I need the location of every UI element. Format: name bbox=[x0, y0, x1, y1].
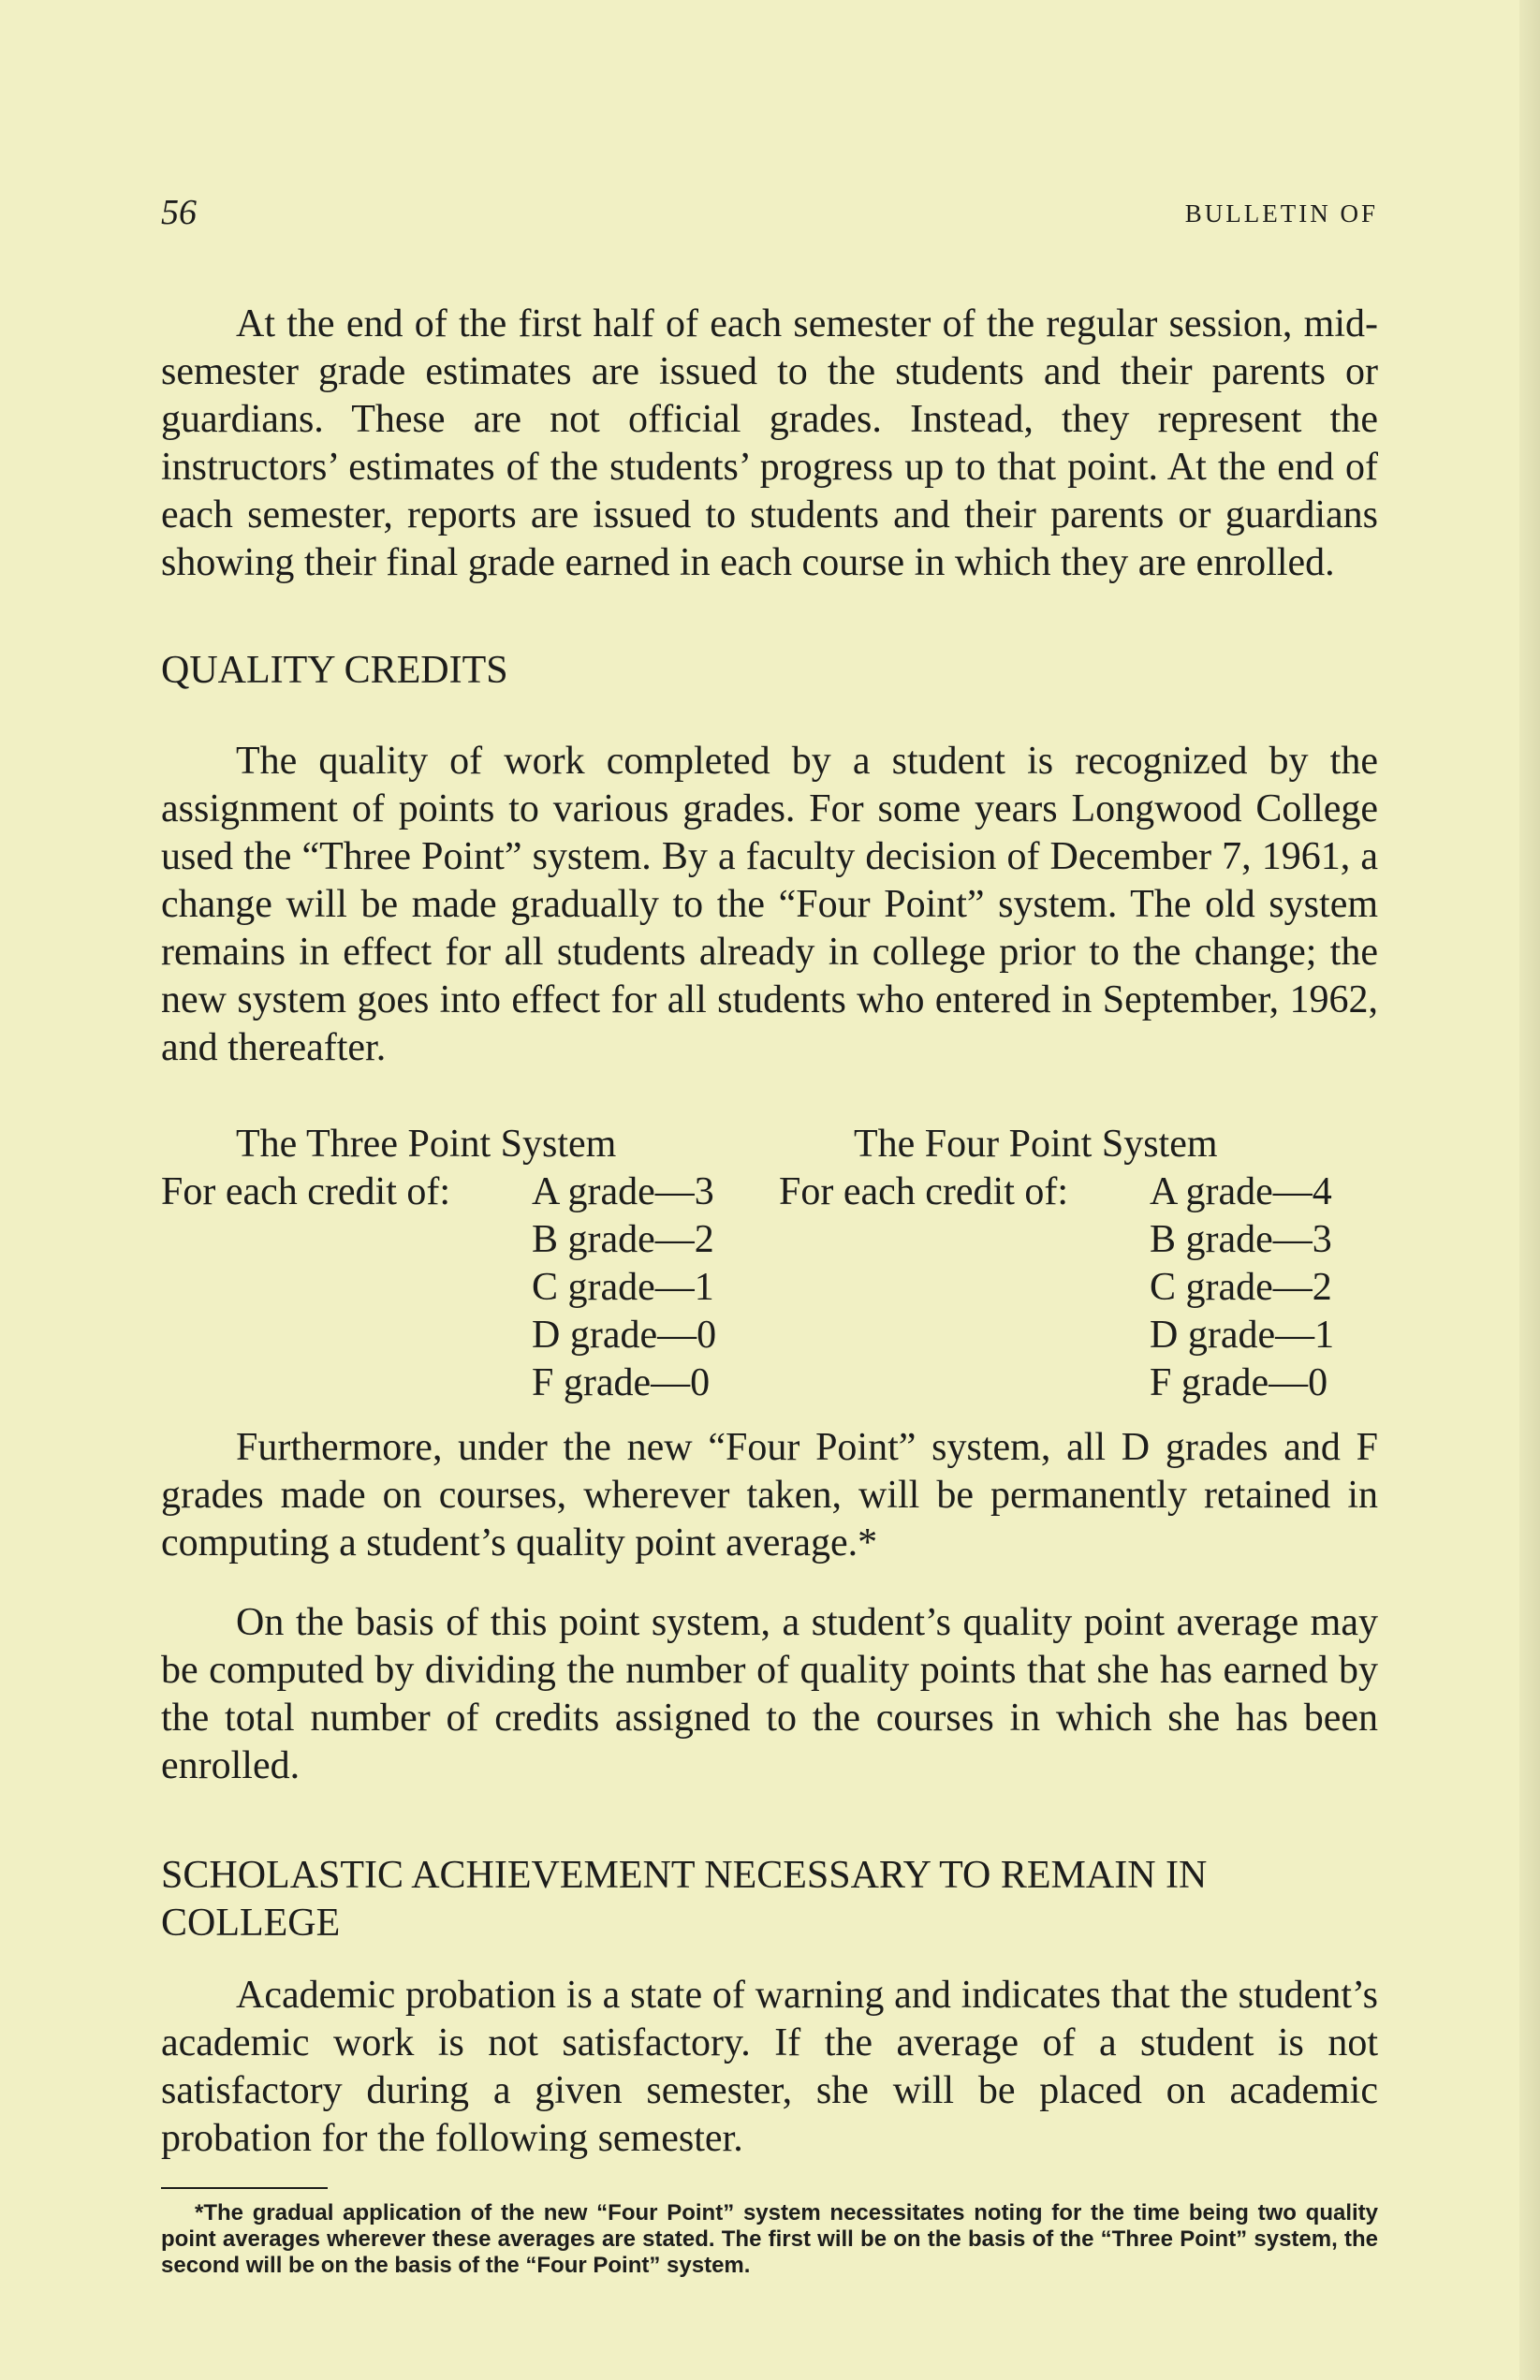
grade-row bbox=[161, 1216, 760, 1264]
paragraph-basis: On the basis of this point system, a student’s quality point average may be computed by dividing the number of quality points that she has earned by the total number of credits assigned to the courses in which she has been enrolled. bbox=[161, 1601, 1378, 1787]
grading-systems-table bbox=[161, 1121, 1378, 1407]
grade-row bbox=[161, 1312, 760, 1359]
credit-lead-label: For each credit of: bbox=[161, 1170, 451, 1213]
grade-value: F grade—0 bbox=[1150, 1361, 1328, 1404]
paragraph-grade-estimates: At the end of the first half of each semester of the regular session, mid-semester grade estimates are issued to the students and their parents or guardians. These are not official grades. Instead, they represent the instructors’ estimates of the students’ progress up to that point. At the end of each semester, reports are issued to students and their parents or guardians showing their final grade earned in each course in which they are enrolled. bbox=[161, 302, 1378, 584]
credit-lead-label: For each credit of: bbox=[779, 1170, 1069, 1213]
grade-row bbox=[779, 1264, 1378, 1312]
running-title: BULLETIN OF bbox=[1184, 199, 1378, 228]
grade-row bbox=[161, 1359, 760, 1407]
three-point-title: The Three Point System bbox=[236, 1123, 617, 1166]
grade-row bbox=[779, 1168, 1378, 1216]
grade-value: A grade—3 bbox=[532, 1170, 714, 1213]
four-point-system bbox=[779, 1121, 1378, 1407]
grade-value: B grade—3 bbox=[1150, 1218, 1332, 1261]
grade-row bbox=[779, 1359, 1378, 1407]
heading-quality-credits: QUALITY CREDITS bbox=[161, 649, 508, 692]
grade-value: C grade—1 bbox=[532, 1266, 714, 1309]
grade-value: D grade—0 bbox=[532, 1314, 717, 1357]
grade-value: A grade—4 bbox=[1150, 1170, 1332, 1213]
grade-row bbox=[779, 1216, 1378, 1264]
grade-value: F grade—0 bbox=[532, 1361, 711, 1404]
footnote: *The gradual application of the new “Four Point” system necessitates noting for the time being two quality point averages wherever these averages are stated. The first will be on the basis of the “Three Point” system, the second will be on the basis of the “Four Point” system. bbox=[161, 2200, 1378, 2278]
heading-scholastic-achievement: SCHOLASTIC ACHIEVEMENT NECESSARY TO REMAIN IN COLLEGE bbox=[161, 1854, 1208, 1945]
page-number: 56 bbox=[161, 193, 197, 232]
page-edge bbox=[1519, 0, 1540, 2380]
running-head bbox=[161, 192, 1378, 248]
grade-row bbox=[161, 1264, 760, 1312]
four-point-title: The Four Point System bbox=[854, 1123, 1218, 1166]
grade-value: D grade—1 bbox=[1150, 1314, 1335, 1357]
paragraph-furthermore: Furthermore, under the new “Four Point” system, all D grades and F grades made on courses, wherever taken, will be permanently retained in computing a student’s quality point average.* bbox=[161, 1426, 1378, 1565]
paragraph-probation: Academic probation is a state of warning and indicates that the student’s academic work is not satisfactory. If the average of a student is not satisfactory during a given semester, she will be placed on academic probation for the following semester. bbox=[161, 1974, 1378, 2160]
grade-value: C grade—2 bbox=[1150, 1266, 1332, 1309]
grade-value: B grade—2 bbox=[532, 1218, 714, 1261]
grade-row bbox=[779, 1312, 1378, 1359]
grade-row bbox=[161, 1168, 760, 1216]
footnote-rule bbox=[161, 2187, 328, 2189]
paragraph-quality-intro: The quality of work completed by a student is recognized by the assignment of points to various grades. For some years Longwood College used the “Three Point” system. By a faculty decision of December 7, 1961, a change will be made gradually to the “Four Point” system. The old system remains in effect for all students already in college prior to the change; the new system goes into effect for all students who entered in September, 1962, and thereafter. bbox=[161, 740, 1378, 1069]
page-content bbox=[161, 192, 1378, 2279]
three-point-system bbox=[161, 1121, 760, 1407]
